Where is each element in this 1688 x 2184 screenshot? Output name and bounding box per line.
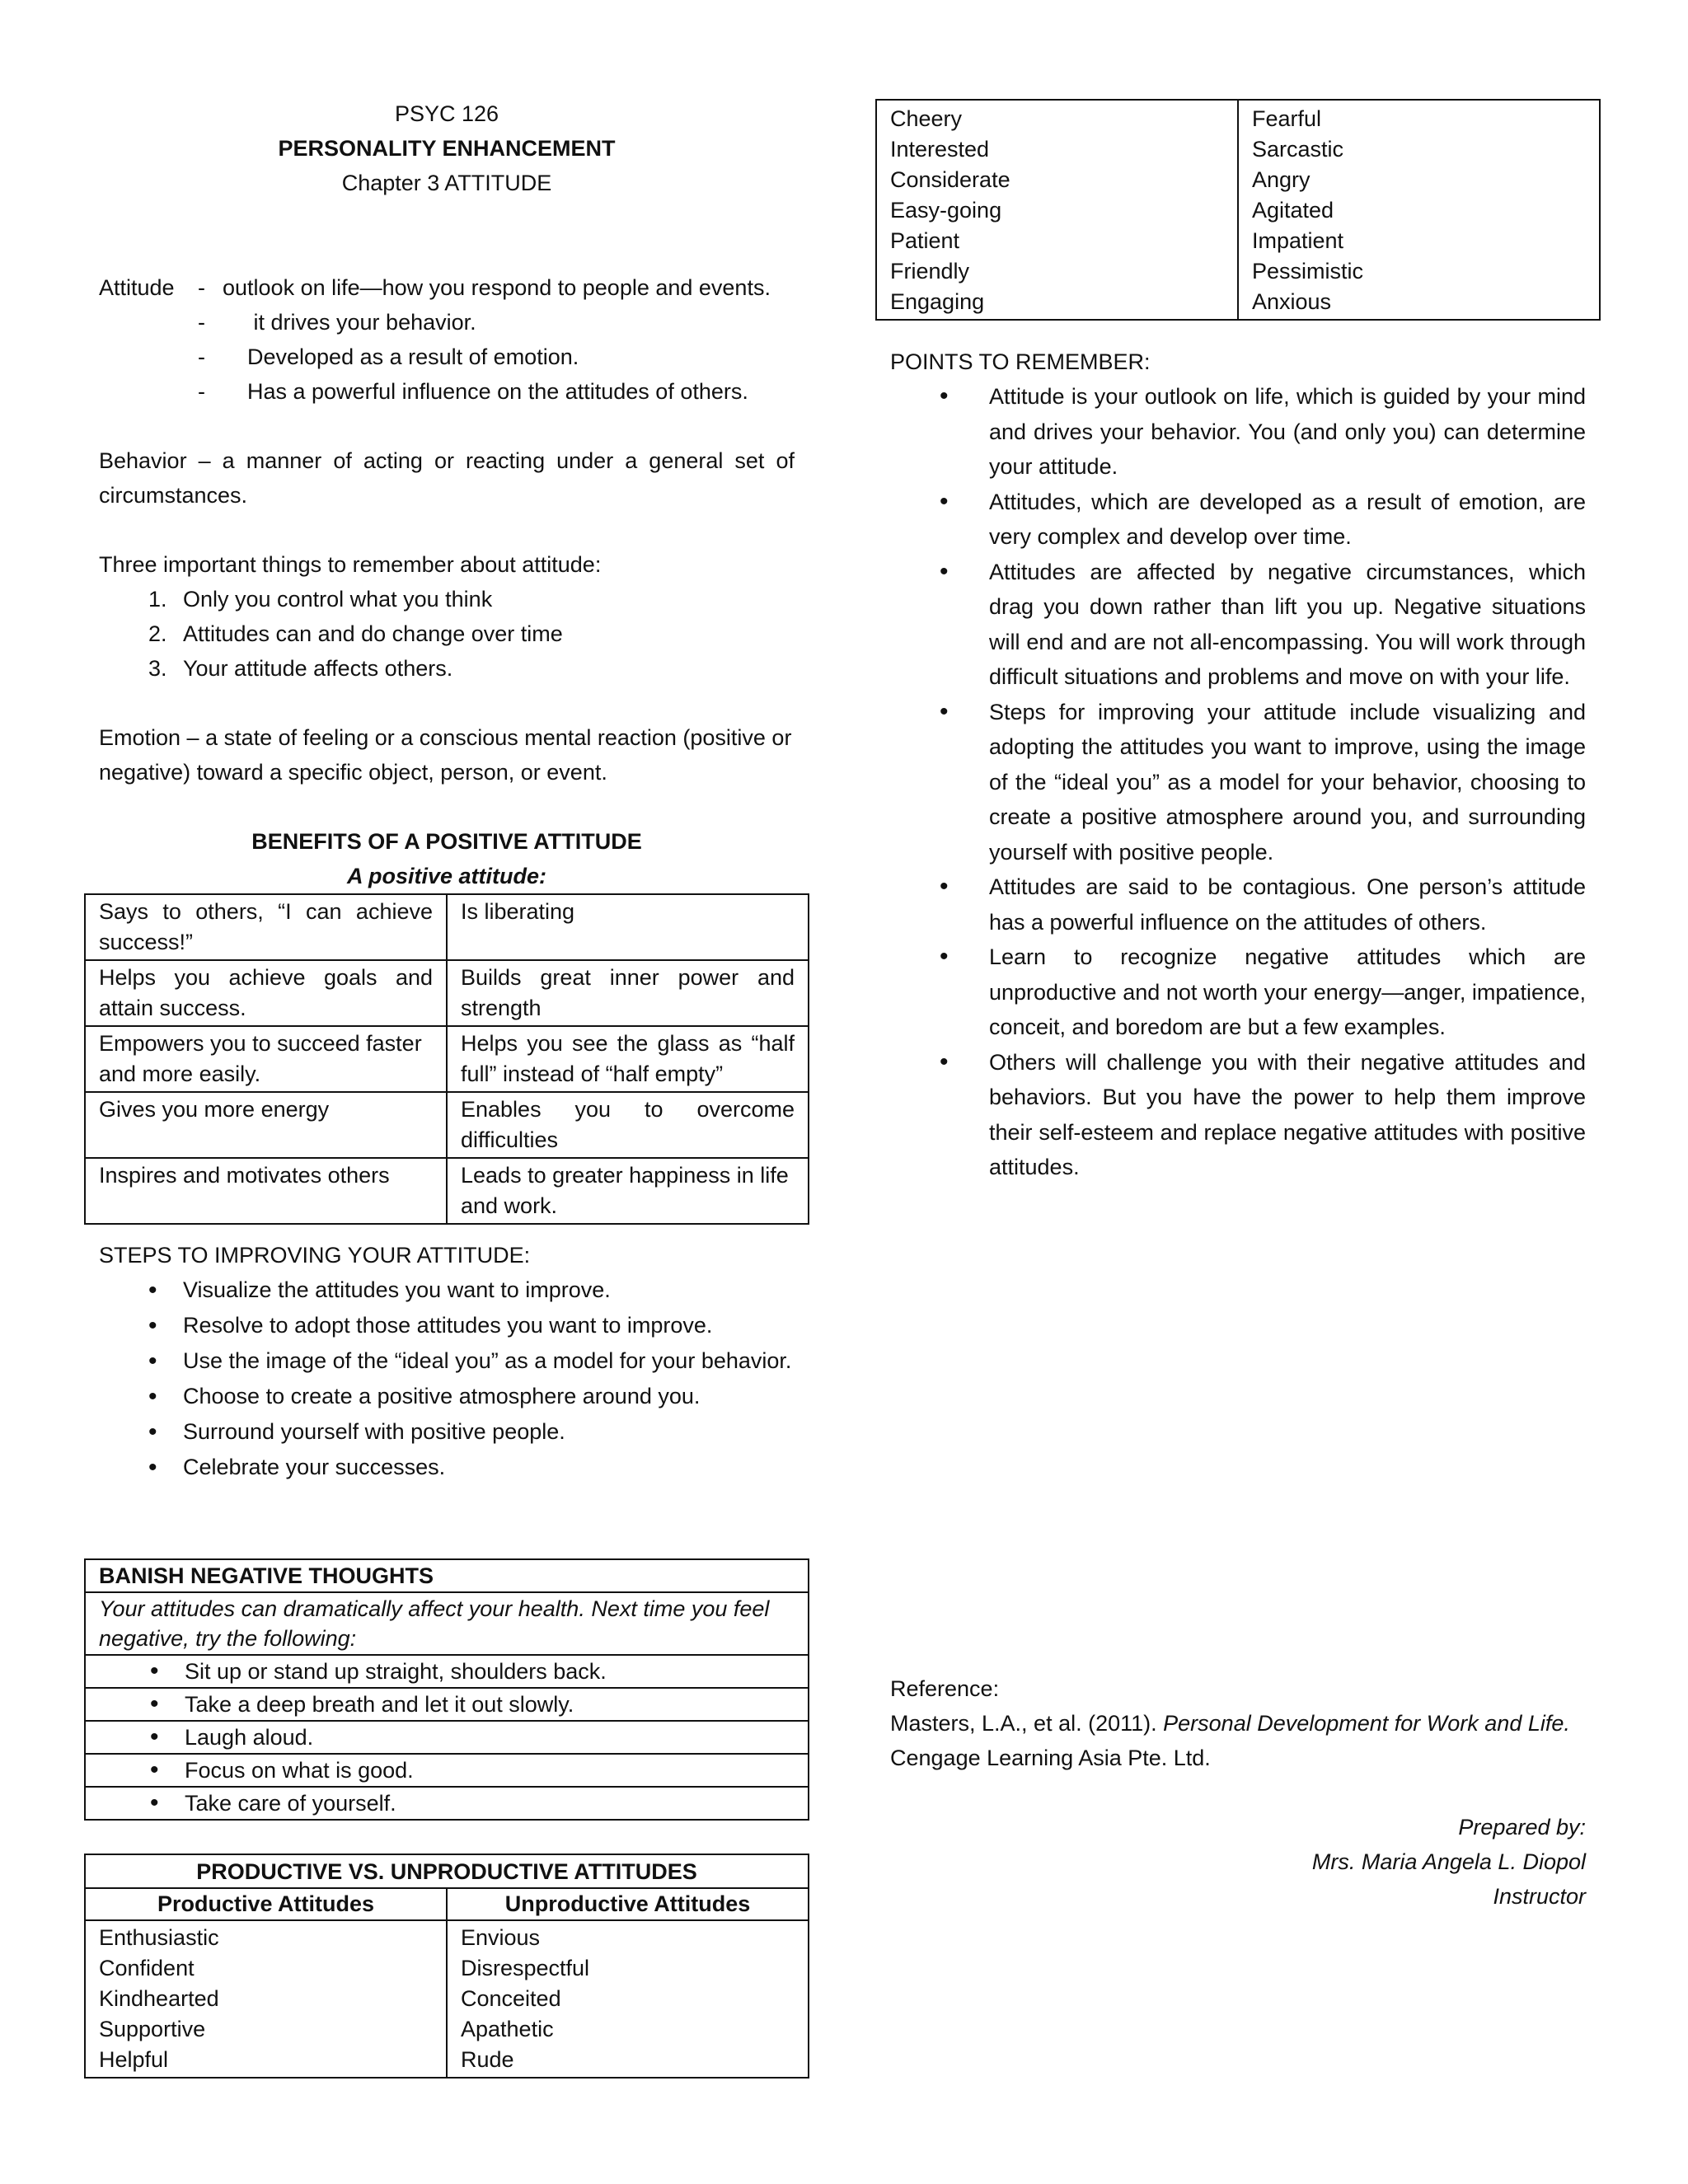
table-row: [85, 1092, 809, 1158]
list-item: • Surround yourself with positive people.: [84, 1414, 795, 1450]
table-cell: Sarcastic: [1238, 134, 1600, 165]
emotion-definition: Emotion – a state of feeling or a conscious mental reaction (positive or negative) toward a specific object, person, or event.: [99, 725, 792, 785]
table-cell: Supportive: [85, 2014, 447, 2045]
productive-heading: PRODUCTIVE VS. UNPRODUCTIVE ATTITUDES: [85, 1854, 809, 1888]
table-row: [876, 256, 1600, 287]
table-row: [876, 287, 1600, 320]
benefits-table: [84, 893, 809, 1225]
table-row: [85, 894, 809, 960]
table-cell: Says to others, “I can achieve success!”: [85, 894, 447, 960]
table-cell: Angry: [1238, 165, 1600, 195]
table-row: [876, 100, 1600, 134]
table-cell: Conceited: [447, 1984, 809, 2014]
table-row: [876, 165, 1600, 195]
table-row: [876, 195, 1600, 226]
table-row: [876, 134, 1600, 165]
table-cell: Builds great inner power and strength: [447, 960, 809, 1026]
table-cell: Helpful: [85, 2045, 447, 2078]
document-title: PERSONALITY ENHANCEMENT: [278, 136, 616, 161]
list-item: • Others will challenge you with their negative attitudes and behaviors. But you have the power to help them improve their self-esteem and replace negative attitudes with positive attitudes.: [890, 1045, 1586, 1185]
attitude-line: it drives your behavior.: [247, 310, 476, 335]
points-heading: POINTS TO REMEMBER:: [890, 349, 1151, 374]
list-item: • Attitudes are affected by negative circumstances, which drag you down rather than lift you up. Negative situations will end and are not all-encompassing. You will work through difficult situations and problems and move on with your life.: [890, 555, 1586, 695]
table-cell: Cheery: [876, 100, 1238, 134]
table-cell: Anxious: [1238, 287, 1600, 320]
three-things-list: [84, 582, 795, 686]
list-item: • Choose to create a positive atmosphere around you.: [84, 1379, 795, 1414]
attitudes-continued-table: [875, 99, 1601, 321]
banish-heading: BANISH NEGATIVE THOUGHTS: [85, 1559, 809, 1592]
attitude-line: Has a powerful influence on the attitudes of others.: [247, 379, 748, 404]
table-cell: Gives you more energy: [85, 1092, 447, 1158]
unproductive-col-header: Unproductive Attitudes: [447, 1888, 809, 1920]
benefits-subheading: A positive attitude:: [346, 864, 546, 888]
attitude-term: Attitude: [99, 275, 175, 300]
three-things: [99, 547, 795, 686]
list-item: • Use the image of the “ideal you” as a model for your behavior.: [84, 1343, 795, 1379]
attitude-line: outlook on life—how you respond to people and events.: [223, 275, 771, 300]
prepared-name: Mrs. Maria Angela L. Diopol: [1311, 1849, 1586, 1874]
productive-table: [84, 1854, 809, 2079]
reference-label: Reference:: [890, 1676, 1000, 1701]
list-item: 1. Only you control what you think: [148, 587, 493, 612]
behavior-definition: Behavior – a manner of acting or reacting under a general set of circumstances.: [99, 448, 795, 508]
course-code: PSYC 126: [394, 101, 499, 126]
table-cell: Patient: [876, 226, 1238, 256]
list-item: • Attitude is your outlook on life, which is guided by your mind and drives your behavior. You (and only you) can determine your attitude.: [890, 379, 1586, 485]
document-header: [84, 96, 809, 200]
prepared-by: [890, 1810, 1586, 1914]
table-cell: Fearful: [1238, 100, 1600, 134]
table-row: [85, 1158, 809, 1224]
list-item: • Visualize the attitudes you want to improve.: [84, 1272, 795, 1308]
table-cell: Pessimistic: [1238, 256, 1600, 287]
points-list: [890, 379, 1586, 1185]
table-cell: Is liberating: [447, 894, 809, 960]
points-section: [890, 344, 1586, 1185]
table-row: [85, 2014, 809, 2045]
table-cell: Easy-going: [876, 195, 1238, 226]
table-cell: Apathetic: [447, 2014, 809, 2045]
table-row: [85, 1953, 809, 1984]
reference-citation: [890, 1706, 1586, 1741]
list-item: • Resolve to adopt those attitudes you want to improve.: [84, 1308, 795, 1343]
attitude-line: Developed as a result of emotion.: [247, 344, 579, 369]
table-cell: Helps you achieve goals and attain success.: [85, 960, 447, 1026]
productive-col-header: Productive Attitudes: [85, 1888, 447, 1920]
table-cell: Considerate: [876, 165, 1238, 195]
three-things-intro: Three important things to remember about attitude:: [99, 552, 602, 577]
table-cell: Agitated: [1238, 195, 1600, 226]
chapter-title: Chapter 3 ATTITUDE: [341, 171, 552, 195]
banish-item: • Take a deep breath and let it out slowly.: [85, 1688, 809, 1721]
reference-authors: Masters, L.A., et al. (2011).: [890, 1711, 1164, 1736]
table-cell: Friendly: [876, 256, 1238, 287]
list-item: • Learn to recognize negative attitudes which are unproductive and not worth your energy—anger, impatience, conceit, and boredom are but a few examples.: [890, 940, 1586, 1045]
steps-heading: STEPS TO IMPROVING YOUR ATTITUDE:: [99, 1243, 531, 1268]
benefits-section: [84, 824, 809, 1225]
table-row: [85, 1920, 809, 1953]
list-item: • Attitudes, which are developed as a result of emotion, are very complex and develop over time.: [890, 485, 1586, 555]
table-row: [876, 226, 1600, 256]
table-row: [85, 2045, 809, 2078]
banish-item: • Take care of yourself.: [85, 1787, 809, 1820]
prepared-label: Prepared by:: [1458, 1815, 1586, 1840]
table-cell: Disrespectful: [447, 1953, 809, 1984]
list-item: • Attitudes are said to be contagious. One person’s attitude has a powerful influence on the attitudes of others.: [890, 869, 1586, 940]
banish-item: • Laugh aloud.: [85, 1721, 809, 1754]
banish-item: • Focus on what is good.: [85, 1754, 809, 1787]
banish-item: • Sit up or stand up straight, shoulders back.: [85, 1655, 809, 1688]
table-cell: Envious: [447, 1920, 809, 1953]
table-cell: Kindhearted: [85, 1984, 447, 2014]
banish-table: [84, 1558, 809, 1821]
table-cell: Empowers you to succeed faster and more easily.: [85, 1026, 447, 1092]
attitude-definition: Attitude - outlook on life—how you respond to people and events. - it drives your behavior. - Developed as a result of emotion. - Has a powerful influence on the attitudes of others.: [99, 270, 795, 409]
list-item: • Celebrate your successes.: [84, 1450, 795, 1485]
table-cell: Enables you to overcome difficulties: [447, 1092, 809, 1158]
list-item: 3. Your attitude affects others.: [148, 656, 453, 681]
table-cell: Engaging: [876, 287, 1238, 320]
table-cell: Enthusiastic: [85, 1920, 447, 1953]
prepared-role: Instructor: [1493, 1884, 1586, 1909]
table-row: [85, 1984, 809, 2014]
steps-list: [84, 1272, 795, 1485]
banish-intro: Your attitudes can dramatically affect your health. Next time you feel negative, try the following:: [85, 1592, 809, 1655]
table-cell: Rude: [447, 2045, 809, 2078]
table-cell: Helps you see the glass as “half full” instead of “half empty”: [447, 1026, 809, 1092]
reference-book-title: Personal Development for Work and Life.: [1163, 1711, 1570, 1736]
table-row: [85, 960, 809, 1026]
benefits-heading: BENEFITS OF A POSITIVE ATTITUDE: [251, 829, 642, 854]
table-cell: Confident: [85, 1953, 447, 1984]
reference-publisher: Cengage Learning Asia Pte. Ltd.: [890, 1746, 1211, 1770]
reference-section: [890, 1671, 1586, 1775]
table-cell: Impatient: [1238, 226, 1600, 256]
table-cell: Interested: [876, 134, 1238, 165]
table-cell: Leads to greater happiness in life and work.: [447, 1158, 809, 1224]
list-item: 2. Attitudes can and do change over time: [148, 621, 563, 646]
list-item: • Steps for improving your attitude include visualizing and adopting the attitudes you want to improve, using the image of the “ideal you” as a model for your behavior, choosing to create a positive atmosphere around you, and surrounding yourself with positive people.: [890, 695, 1586, 870]
table-cell: Inspires and motivates others: [85, 1158, 447, 1224]
table-row: [85, 1026, 809, 1092]
steps-section: [99, 1238, 795, 1485]
